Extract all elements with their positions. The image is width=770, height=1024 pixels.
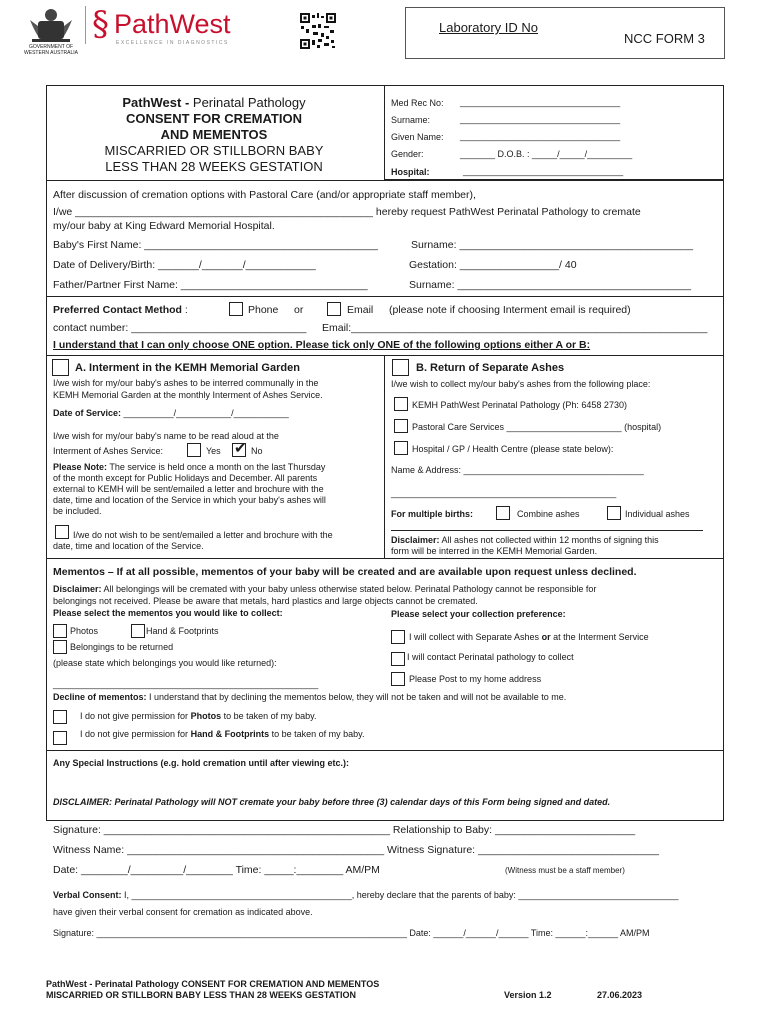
hospital-gp-label: Hospital / GP / Health Centre (please state below): xyxy=(412,444,614,454)
second-signature-line[interactable]: Signature: ______________________________________________________________ Date: ______/______/______ Time: ______:______ AM/PM xyxy=(53,928,650,938)
please-note-text1: The service is held once a month on the last Thursday xyxy=(109,462,326,472)
read-aloud-yes-checkbox[interactable] xyxy=(187,443,201,457)
intro-line1: After discussion of cremation options with Pastoral Care (and/or appropriate staff member), xyxy=(53,189,476,201)
combine-ashes-checkbox[interactable] xyxy=(496,506,510,520)
title-block xyxy=(49,95,379,175)
mementos-disclaimer-text2: belongings not received. Please be aware that metals, hard plastics and large objects cannot be cremated. xyxy=(53,596,478,606)
gestation-field[interactable]: Gestation: _________________/ 40 xyxy=(409,259,577,271)
kemh-collection-checkbox[interactable] xyxy=(394,397,408,411)
mementos-title: Mementos – If at all possible, mementos of your baby will be created and are available upon request unless declined. xyxy=(53,566,637,578)
contact-number-field[interactable]: contact number: ______________________________ xyxy=(53,322,307,334)
collect-separate-checkbox[interactable] xyxy=(391,630,405,644)
father-surname-field[interactable]: Surname: ________________________________________ xyxy=(409,279,692,291)
option-b-checkbox[interactable] xyxy=(392,359,409,376)
divider-intro xyxy=(46,180,724,181)
surname-field[interactable]: ________________________________ xyxy=(460,114,621,124)
contact-email-field[interactable]: Email:_____________________________________________________________ xyxy=(322,322,708,334)
gender-dob-field[interactable]: _______ D.O.B. : _____/_____/_________ xyxy=(460,149,633,159)
baby-first-name-field[interactable]: Baby's First Name: ________________________________________ xyxy=(53,239,378,251)
signature-line[interactable]: Signature: _________________________________________________ Relationship to Baby: ________________________ xyxy=(53,824,636,836)
footer-title-line1: PathWest - Perinatal Pathology CONSENT FOR CREMATION AND MEMENTOS xyxy=(46,979,380,989)
title-brand: PathWest - xyxy=(122,95,190,110)
option-b-p1: I/we wish to collect my/our baby's ashes from the following place: xyxy=(391,379,651,389)
gov-text-2: WESTERN AUSTRALIA xyxy=(24,50,78,56)
post-home-label: Please Post to my home address xyxy=(409,674,542,684)
pastoral-care-checkbox[interactable] xyxy=(394,419,408,433)
witness-line[interactable]: Witness Name: ____________________________________________ Witness Signature: _______________________________ xyxy=(53,844,660,856)
photos-checkbox[interactable] xyxy=(53,624,67,638)
mementos-disclaimer-label: Disclaimer: xyxy=(53,584,102,594)
decline-photos-checkbox[interactable] xyxy=(53,710,67,724)
select-mementos-label: Please select the mementos you would like to collect: xyxy=(53,608,283,618)
hand-footprints-checkbox[interactable] xyxy=(131,624,145,638)
wa-crest-icon xyxy=(24,6,78,44)
option-a-title: A. Interment in the KEMH Memorial Garden xyxy=(75,362,300,374)
form-code: NCC FORM 3 xyxy=(624,31,705,46)
options-column-divider xyxy=(384,355,385,558)
interment-service-label: Interment of Ashes Service: xyxy=(53,446,164,456)
mementos-disclaimer-text1: All belongings will be cremated with your baby unless otherwise stated below. Perinatal Pathology cannot be responsible for xyxy=(103,584,597,594)
read-aloud-text: I/we wish for my/our baby's name to be read aloud at the xyxy=(53,431,279,441)
verbal-consent-line2: have given their verbal consent for cremation as indicated above. xyxy=(53,907,313,917)
divider-options xyxy=(46,355,724,356)
pathwest-tagline: EXCELLENCE IN DIAGNOSTICS xyxy=(116,40,229,46)
option-b-title: B. Return of Separate Ashes xyxy=(416,362,565,374)
decline-mementos-text: I understand that by declining the mementos below, they will not be taken and will not be available to me. xyxy=(149,692,567,702)
no-label: No xyxy=(251,446,263,456)
multiple-births-label: For multiple births: xyxy=(391,509,473,519)
laboratory-id-label: Laboratory ID No xyxy=(439,20,538,35)
combine-ashes-label: Combine ashes xyxy=(517,509,580,519)
title-dept: Perinatal Pathology xyxy=(192,95,306,110)
given-name-label: Given Name: xyxy=(391,132,444,142)
date-of-service-field[interactable]: __________/___________/___________ xyxy=(123,408,289,418)
please-note-label: Please Note: xyxy=(53,462,108,472)
title-gestation: LESS THAN 28 WEEKS GESTATION xyxy=(105,159,323,174)
special-instructions-field[interactable] xyxy=(46,770,724,820)
special-instructions-label: Any Special Instructions (e.g. hold cremation until after viewing etc.): xyxy=(53,758,350,768)
or-label: or xyxy=(294,304,304,316)
decline-hand-text-a: I do not give permission for xyxy=(80,729,189,739)
please-note-text3: external to KEMH will be sent/emailed a letter and brochure with the xyxy=(53,484,324,494)
decline-hand-text-c: to be taken of my baby. xyxy=(271,729,365,739)
pathwest-wordmark: PathWest xyxy=(114,9,231,39)
belongings-field[interactable]: _____________________________________________________ xyxy=(53,679,319,689)
choose-one-instruction: I understand that I can only choose ONE option. Please tick only ONE of the following options either A or B: xyxy=(53,339,591,351)
footer-title-line2: MISCARRIED OR STILLBORN BABY LESS THAN 28 WEEKS GESTATION xyxy=(46,990,357,1000)
yes-label: Yes xyxy=(206,446,221,456)
please-note-text4: date, time and location of the Service in which your baby's ashes will xyxy=(53,495,326,505)
given-name-field[interactable]: ________________________________ xyxy=(460,131,621,141)
belongings-checkbox[interactable] xyxy=(53,640,67,654)
divider-contact xyxy=(46,296,724,297)
title-mementos: AND MEMENTOS xyxy=(160,127,268,142)
gov-text-1: GOVERNMENT OF xyxy=(28,44,74,50)
disclaimer-b-top-line xyxy=(391,530,703,531)
main-disclaimer: DISCLAIMER: Perinatal Pathology will NOT cremate your baby before three (3) calendar days of this Form being signed and dated. xyxy=(53,797,611,807)
hand-footprints-label: Hand & Footprints xyxy=(146,626,219,636)
collect-separate-label-b: at the Interment Service xyxy=(553,632,649,642)
disclaimer-b-label: Disclaimer: xyxy=(391,535,440,545)
decline-photos-text-c: to be taken of my baby. xyxy=(223,711,317,721)
intro-line3: my/our baby at King Edward Memorial Hospital. xyxy=(53,220,275,232)
belongings-state-label: (please state which belongings you would like returned): xyxy=(53,658,277,668)
qr-code xyxy=(300,13,336,49)
email-label: Email xyxy=(347,304,374,316)
email-note: (please note if choosing Interment email is required) xyxy=(389,304,631,316)
option-a-p2: KEMH Memorial Garden at the monthly Interment of Ashes Service. xyxy=(53,390,323,400)
contact-pathology-checkbox[interactable] xyxy=(391,652,405,666)
decline-hand-text-b: Hand & Footprints xyxy=(190,729,270,739)
photos-label: Photos xyxy=(70,626,99,636)
father-first-name-field[interactable]: Father/Partner First Name: ________________________________ xyxy=(53,279,368,291)
med-rec-field[interactable]: ________________________________ xyxy=(460,97,621,107)
divider-mementos xyxy=(46,558,724,559)
med-rec-label: Med Rec No: xyxy=(391,98,444,108)
belongings-label: Belongings to be returned xyxy=(70,642,174,652)
preferred-contact-colon: : xyxy=(184,304,188,316)
please-note-text2: of the month except for Public Holidays and December. All parents xyxy=(53,473,318,483)
address-line2-field[interactable]: _____________________________________________ xyxy=(391,488,617,498)
disclaimer-b-text1: All ashes not collected within 12 months of signing this xyxy=(441,535,659,545)
decline-photos-text-b: Photos xyxy=(190,711,222,721)
wa-government-logo xyxy=(24,6,78,56)
individual-ashes-label: Individual ashes xyxy=(625,509,690,519)
title-miscarried: MISCARRIED OR STILLBORN BABY xyxy=(104,143,324,158)
witness-note: (Witness must be a staff member) xyxy=(505,866,625,875)
date-of-delivery-field[interactable]: Date of Delivery/Birth: _______/_______/____________ xyxy=(53,259,316,271)
baby-surname-field[interactable]: Surname: ________________________________________ xyxy=(411,239,694,251)
decline-hand-footprints-checkbox[interactable] xyxy=(53,731,67,745)
contact-pathology-label: I will contact Perinatal pathology to collect xyxy=(407,652,574,662)
surname-label: Surname: xyxy=(391,115,431,125)
collect-separate-or: or xyxy=(541,632,551,642)
read-aloud-no-checkbox[interactable] xyxy=(232,443,246,457)
decline-mementos-label: Decline of mementos: xyxy=(53,692,147,702)
collection-preference-label: Please select your collection preference: xyxy=(391,609,566,619)
footer-date: 27.06.2023 xyxy=(597,990,643,1000)
date-time-line[interactable]: Date: ________/_________/________ Time: _____:________ AM/PM xyxy=(53,864,380,876)
preferred-contact-label: Preferred Contact Method xyxy=(53,304,182,316)
gender-label: Gender: xyxy=(391,149,424,159)
pathwest-s-icon: § xyxy=(92,4,109,44)
name-address-field[interactable]: Name & Address: ____________________________________ xyxy=(391,465,644,475)
opt-out-text1: I/we do not wish to be sent/emailed a letter and brochure with the xyxy=(73,530,333,540)
hospital-field[interactable]: ________________________________ xyxy=(463,166,624,176)
pastoral-care-label[interactable]: Pastoral Care Services _______________________ (hospital) xyxy=(412,422,662,432)
hospital-label: Hospital: xyxy=(391,167,430,177)
kemh-collection-label: KEMH PathWest Perinatal Pathology (Ph: 6458 2730) xyxy=(412,400,627,410)
email-checkbox[interactable] xyxy=(327,302,341,316)
divider-special xyxy=(46,750,724,751)
opt-out-letter-checkbox[interactable] xyxy=(55,525,69,539)
verbal-consent-line[interactable]: I, ____________________________________________, hereby declare that the parents of baby: ________________________________ xyxy=(124,890,679,900)
please-note-text5: be included. xyxy=(53,506,102,516)
footer-version: Version 1.2 xyxy=(504,990,552,1000)
post-home-checkbox[interactable] xyxy=(391,672,405,686)
option-a-p1: I/we wish for my/our baby's ashes to be interred communally in the xyxy=(53,378,319,388)
title-consent: CONSENT FOR CREMATION xyxy=(126,111,302,126)
collect-separate-label-a: I will collect with Separate Ashes xyxy=(409,632,540,642)
opt-out-text2: date, time and location of the Service. xyxy=(53,541,204,551)
phone-checkbox[interactable] xyxy=(229,302,243,316)
hospital-gp-checkbox[interactable] xyxy=(394,441,408,455)
phone-label: Phone xyxy=(248,304,279,316)
intro-line2[interactable]: I/we ___________________________________________________ hereby request PathWest Perinatal Pathology to cremate xyxy=(53,206,641,218)
option-a-checkbox[interactable] xyxy=(52,359,69,376)
verbal-consent-label: Verbal Consent: xyxy=(53,890,122,900)
logo-divider xyxy=(85,6,86,44)
date-of-service-label: Date of Service: xyxy=(53,408,122,418)
disclaimer-b-text2: form will be interred in the KEMH Memorial Garden. xyxy=(391,546,598,556)
individual-ashes-checkbox[interactable] xyxy=(607,506,621,520)
decline-photos-text-a: I do not give permission for xyxy=(80,711,189,721)
